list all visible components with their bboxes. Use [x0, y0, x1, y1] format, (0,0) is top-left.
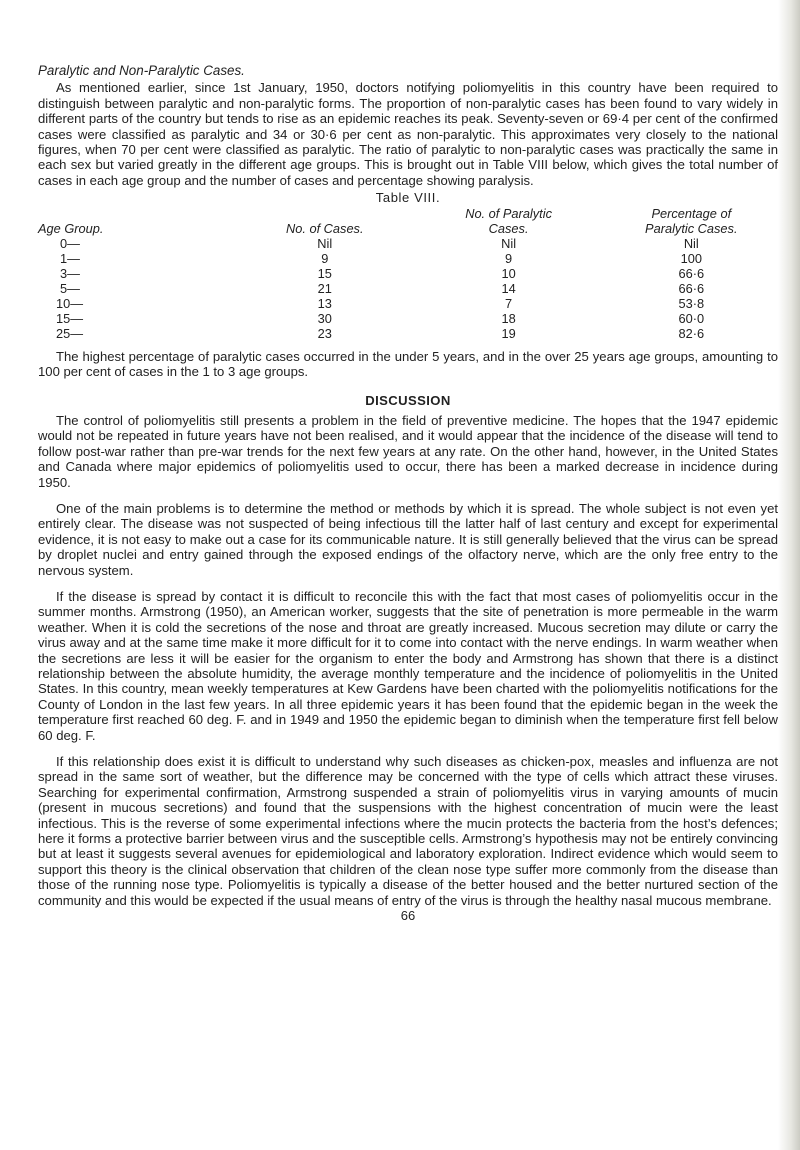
- cell-paralytic: 14: [501, 280, 516, 296]
- cell-cases: 15: [317, 265, 332, 281]
- cell-percentage: 100: [680, 250, 702, 266]
- cell-paralytic: 19: [501, 325, 516, 341]
- header-paralytic-line2: Cases.: [488, 220, 529, 236]
- section-heading: Paralytic and Non-Paralytic Cases.: [38, 63, 245, 78]
- cell-percentage: 82·6: [678, 325, 705, 341]
- header-percentage-line2: Paralytic Cases.: [645, 220, 738, 236]
- discussion-title: DISCUSSION: [365, 393, 451, 409]
- page-edge-shadow: [778, 0, 800, 1150]
- table-row: [38, 251, 778, 266]
- cell-age: 1—: [60, 250, 80, 266]
- header-no-of-cases: No. of Cases.: [285, 220, 364, 236]
- cell-percentage: 53·8: [678, 295, 705, 311]
- cell-percentage: Nil: [683, 235, 699, 251]
- cell-age: 15—: [56, 310, 84, 326]
- cell-paralytic: Nil: [501, 235, 517, 251]
- intro-paragraph: As mentioned earlier, since 1st January, 1950, doctors notifying poliomyelitis in this country have been required to distinguish between paralytic and non-paralytic forms. The proportion of non-paralytic cases has been found to vary widely in different parts of the country but tends to rise as an epidemic reaches its peak. Seventy-seven or 69·4 per cent of the confirmed cases were classified as paralytic and 34 or 30·6 per cent as non-paralytic. This approximates very closely to the national figures, when 70 per cent were classified as paralytic. The ratio of paralytic to non-paralytic cases was practically the same in each sex but varied greatly in the different age groups. This is brought out in Table VIII below, which gives the total number of cases in each age group and the number of cases and percentage showing paralysis.: [38, 80, 778, 188]
- discussion-paragraph: If this relationship does exist it is difficult to understand why such diseases as chicken-pox, measles and influenza are not spread in the same sort of weather, but the difference may be concerned with the type of cells which attract these viruses. Searching for experimental confirmation, Armstrong suspended a strain of poliomyelitis virus in varying amounts of mucin (present in mucous secretions) and found that the suspensions with the highest concentration of mucin were the least infectious. This is the reverse of some experimental infections where the mucin protects the bacteria from the host’s defences; here it forms a protective barrier between virus and the susceptible cells. Armstrong’s hypothesis may not be entirely convincing but at least it suggests several avenues for epidemiological and laboratory exploration. Indirect evidence which would seem to support this theory is the clinical observation that children of the clean nose type suffer more commonly from the disease than those of the running nose type. Poliomyelitis is typically a disease of the better housed and the better nurtured section of the community and this would be expected if the usual means of entry of the virus is through the healthy nasal mucous membrane.: [38, 754, 778, 908]
- table-header-row-2: [38, 221, 778, 236]
- header-age-group: Age Group.: [38, 220, 104, 236]
- table-row: [38, 236, 778, 251]
- table-viii: [38, 206, 778, 341]
- cell-cases: Nil: [317, 235, 333, 251]
- table-row: [38, 296, 778, 311]
- cell-paralytic: 18: [501, 310, 516, 326]
- cell-cases: 30: [317, 310, 332, 326]
- cell-paralytic: 10: [501, 265, 516, 281]
- table-row: [38, 326, 778, 341]
- cell-age: 10—: [56, 295, 84, 311]
- cell-paralytic: 9: [505, 250, 513, 266]
- table-title: Table VIII.: [375, 190, 441, 206]
- cell-age: 0—: [60, 235, 80, 251]
- header-percentage-line1: Percentage of: [651, 205, 732, 221]
- cell-age: 3—: [60, 265, 80, 281]
- cell-cases: 23: [317, 325, 332, 341]
- after-table-paragraph: The highest percentage of paralytic cases occurred in the under 5 years, and in the over 25 years age groups, amounting to 100 per cent of cases in the 1 to 3 age groups.: [38, 348, 778, 380]
- cell-cases: 13: [317, 295, 332, 311]
- table-row: [38, 266, 778, 281]
- table-header-row-1: [38, 206, 778, 221]
- cell-cases: 9: [321, 250, 329, 266]
- cell-percentage: 66·6: [678, 280, 705, 296]
- table-row: [38, 311, 778, 326]
- page-content: [38, 63, 778, 923]
- discussion-paragraph: If the disease is spread by contact it is difficult to reconcile this with the fact that most cases of poliomyelitis occur in the summer months. Armstrong (1950), an American worker, suggests that the site of penetration is more permeable in the warm weather. When it is cold the secretions of the nose and throat are greatly increased. Mucous secretion may dilute or carry the virus away and at the same time make it more difficult for it to come into contact with the nerve endings. In warm weather when the secretions are less it will be easier for the organism to enter the body and Armstrong has shown that there is a distinct relationship between the absolute humidity, the average monthly temperature and the incidence of poliomyelitis in the United States. In this country, mean weekly temperatures at Kew Gardens have been charted with the poliomyelitis notifications for the County of London in the last few years. In all three epidemic years it has been found that the epidemic began in the week the temperature first reached 60 deg. F. and in 1949 and 1950 the epidemic began to diminish when the temperature first fell below 60 deg. F.: [38, 588, 778, 743]
- table-row: [38, 281, 778, 296]
- cell-percentage: 66·6: [678, 265, 705, 281]
- cell-percentage: 60·0: [678, 310, 705, 326]
- header-paralytic-line1: No. of Paralytic: [465, 205, 552, 221]
- discussion-paragraph: One of the main problems is to determine the method or methods by which it is spread. The whole subject is not even yet entirely clear. The disease was not suspected of being infectious till the latter half of last century and except for experimental evidence, it is not easy to make out a case for its communicable nature. It is still generally believed that the virus can be spread by droplet nuclei and entry gained through the exposed endings of the olfactory nerve, which are the only free entry to the nervous system.: [38, 500, 778, 578]
- cell-age: 5—: [60, 280, 80, 296]
- cell-cases: 21: [317, 280, 332, 296]
- cell-paralytic: 7: [505, 295, 513, 311]
- page-number: 66: [400, 908, 416, 924]
- discussion-paragraph: The control of poliomyelitis still presents a problem in the field of preventive medicine. The hopes that the 1947 epidemic would not be repeated in future years have not been realised, and it would appear that the incidence of the disease will tend to follow post-war rather than pre-war trends for the next few years at any rate. On the other hand, however, in the United States and Canada where major epidemics of poliomyelitis used to occur, there has been a marked decrease in incidence during 1950.: [38, 412, 778, 490]
- cell-age: 25—: [56, 325, 84, 341]
